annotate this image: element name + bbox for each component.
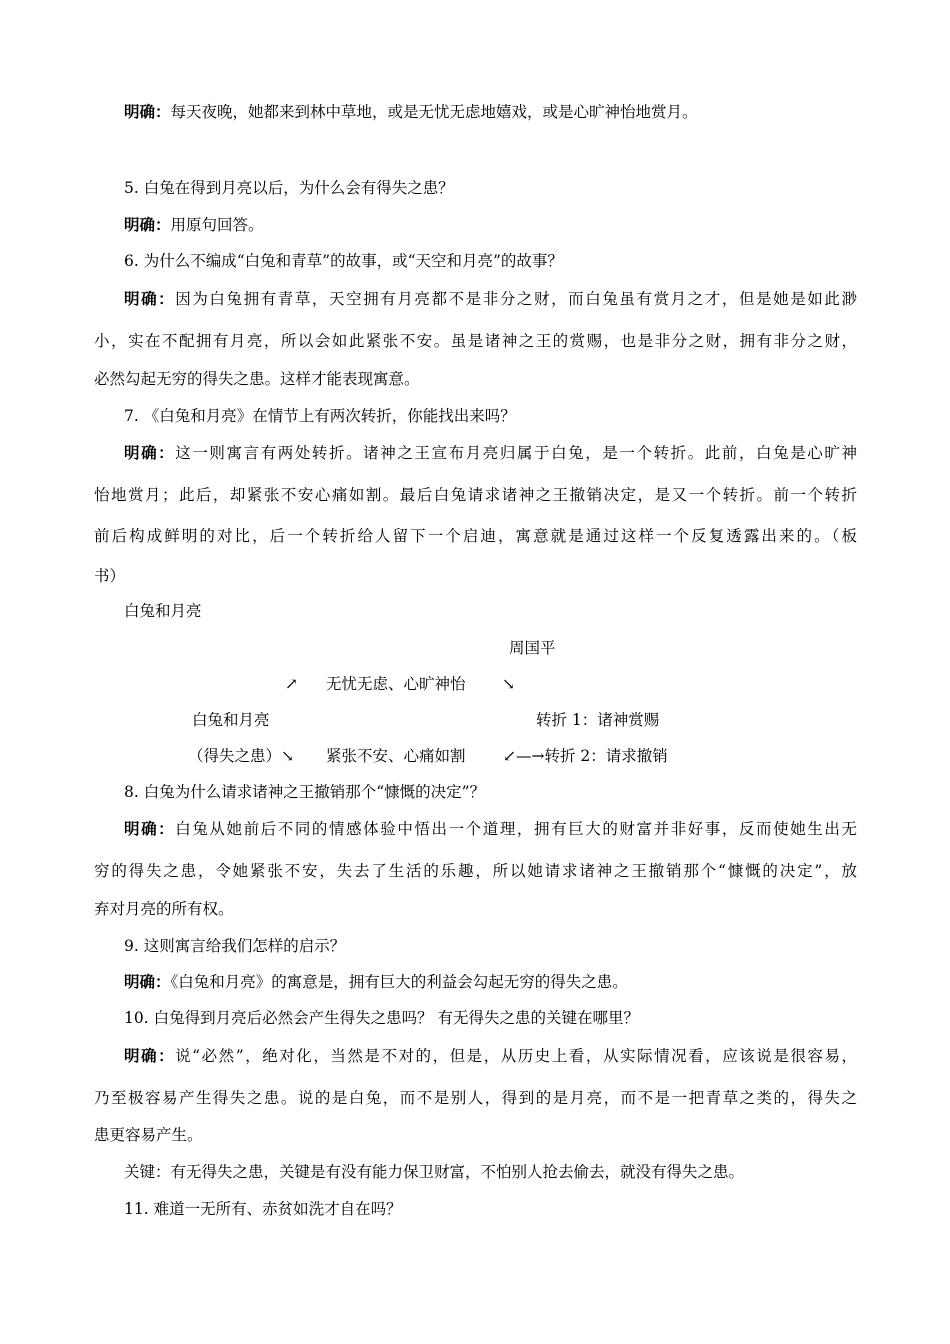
question-8: 8. 白兔为什么请求诸神之王撤销那个“慷慨的决定”？ [124, 783, 486, 801]
board-bottom-state: 紧张不安、心痛如割 [326, 747, 466, 765]
question-11: 11. 难道一无所有、赤贫如洗才自在吗？ [124, 1200, 402, 1218]
question-7: 7. 《白兔和月亮》在情节上有两次转折，你能找出来吗？ [124, 407, 516, 425]
board-left-label: （得失之患）↘ [188, 747, 294, 765]
answer-label: 明确： [124, 1046, 176, 1065]
answer-label: 明确： [124, 819, 176, 838]
answer-10-line-1: 明确：说“必然”，绝对化，当然是不对的，但是，从历史上看，从实际情况看，应该说是很容易， [124, 1046, 857, 1065]
answer-line: 明确：每天夜晚，她都来到林中草地，或是无忧无虑地嬉戏，或是心旷神怡地赏月。 [124, 102, 698, 121]
arrow-down-right: ↘ [502, 675, 515, 693]
answer-6-line-1: 明确：因为白兔拥有青草，天空拥有月亮都不是非分之财，而白兔虽有赏月之才，但是她是如此渺 [124, 289, 857, 308]
answer-10-line-2: 乃至极容易产生得失之患。说的是白兔，而不是别人，得到的是月亮，而不是一把青草之类的，得失之 [94, 1089, 857, 1107]
answer-7-line-4: 书） [94, 567, 126, 585]
question-9: 9. 这则寓言给我们怎样的启示？ [124, 937, 346, 955]
answer-7-line-2: 怡地赏月；此后，却紧张不安心痛如割。最后白兔请求诸神之王撤销决定，是又一个转折。前一个转折 [94, 486, 857, 504]
answer-5: 明确：用原句回答。 [124, 215, 264, 234]
answer-6-line-3: 必然勾起无穷的得失之患。这样才能表现寓意。 [94, 370, 420, 388]
answer-label: 明确： [124, 102, 171, 121]
answer-label: 明确： [124, 443, 176, 462]
board-turn-2: ↙—→转折 2：请求撤销 [503, 747, 668, 765]
board-title: 白兔和月亮 [124, 602, 202, 620]
question-5: 5. 白兔在得到月亮以后，为什么会有得失之患？ [124, 179, 454, 197]
answer-8-line-3: 弃对月亮的所有权。 [94, 900, 234, 918]
board-author: 周国平 [509, 639, 556, 657]
answer-label: 明确： [124, 215, 171, 234]
answer-8-line-2: 穷的得失之患，令她紧张不安，失去了生活的乐趣，所以她请求诸神之王撤销那个“慷慨的决定”，放 [94, 862, 857, 880]
board-turn-1: 转折 1：诸神赏赐 [536, 711, 660, 729]
answer-label: 明确： [124, 289, 176, 308]
answer-7-line-1: 明确：这一则寓言有两处转折。诸神之王宣布月亮归属于白兔，是一个转折。此前，白兔是心旷神 [124, 443, 857, 462]
answer-7-line-3: 前后构成鲜明的对比，后一个转折给人留下一个启迪，寓意就是通过这样一个反复透露出来的。（板 [94, 527, 857, 545]
arrow-up-right: ↗ [285, 675, 298, 693]
key-point: 关键：有无得失之患，关键是有没有能力保卫财富，不怕别人抢去偷去，就没有得失之患。 [124, 1163, 745, 1181]
board-center-title: 白兔和月亮 [192, 711, 270, 729]
answer-8-line-1: 明确：白兔从她前后不同的情感体验中悟出一个道理，拥有巨大的财富并非好事，反而使她生出无 [124, 819, 857, 838]
question-10: 10. 白兔得到月亮后必然会产生得失之患吗？ 有无得失之患的关键在哪里？ [124, 1009, 640, 1027]
answer-9: 明确：《白兔和月亮》的寓意是，拥有巨大的利益会勾起无穷的得失之患。 [124, 972, 628, 991]
answer-10-line-3: 患更容易产生。 [94, 1126, 203, 1144]
answer-6-line-2: 小，实在不配拥有月亮，所以会如此紧张不安。虽是诸神之王的赏赐，也是非分之财，拥有非分之财， [94, 332, 857, 350]
question-6: 6. 为什么不编成“白兔和青草”的故事，或“天空和月亮”的故事？ [124, 252, 563, 270]
board-top-state: 无忧无虑、心旷神怡 [326, 675, 466, 693]
answer-label: 明确： [124, 972, 171, 991]
